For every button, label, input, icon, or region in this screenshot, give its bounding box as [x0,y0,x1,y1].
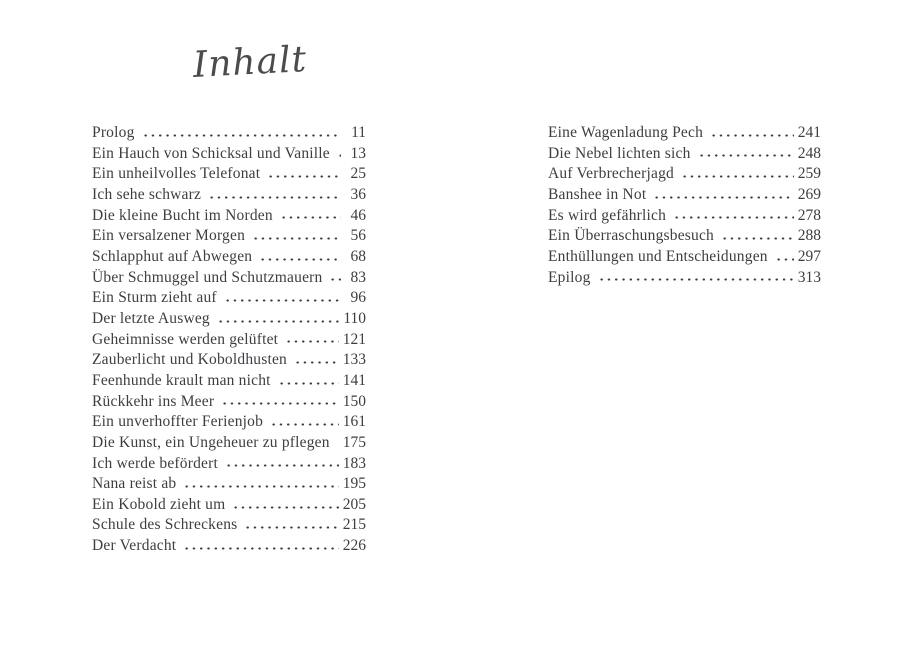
page-number: 68 [350,247,366,265]
dot-leader [183,475,338,488]
page-number: 96 [350,289,366,307]
toc-entry [548,164,821,185]
toc-entry [92,226,366,247]
toc-column-left [92,123,366,557]
chapter-title: Ein unheilvolles Telefonat [92,165,261,183]
toc-entry [92,536,366,557]
dot-leader [698,145,794,158]
toc-column-right [548,123,821,288]
toc-entry [548,144,821,165]
dot-leader [225,455,339,468]
toc-entry [92,474,366,495]
chapter-title: Ich werde befördert [92,454,219,472]
page-number: 215 [342,516,366,534]
toc-entry [92,515,366,536]
chapter-title: Ein Überraschungsbesuch [548,227,715,245]
toc-entry [548,206,821,227]
dot-leader [285,331,339,344]
toc-entry [548,247,821,268]
toc-entry [92,206,366,227]
chapter-title: Ein Kobold zieht um [92,495,226,513]
page-number: 313 [797,268,821,286]
page-number: 241 [797,124,821,141]
page-number: 133 [342,351,366,369]
dot-leader [721,227,794,240]
chapter-title: Ein unverhoffter Ferienjob [92,413,264,431]
page-number: 259 [797,165,821,183]
dot-leader [337,434,339,447]
dot-leader [232,496,338,509]
chapter-title: Schule des Schreckens [92,516,238,534]
dot-leader [183,537,338,550]
page-number: 195 [342,475,366,493]
page-number: 269 [797,185,821,203]
page-number: 36 [350,185,366,203]
chapter-title: Auf Verbrecherjagd [548,165,674,183]
dot-leader [337,145,341,158]
chapter-title: Der Verdacht [92,537,177,555]
dot-leader [252,227,341,240]
page-number: 11 [351,124,366,141]
chapter-title: Die Kunst, ein Ungeheuer zu pflegen [92,433,330,451]
chapter-title: Epilog [548,268,591,286]
dot-leader [294,351,339,364]
toc-entry [548,226,821,247]
toc-entry [92,330,366,351]
toc-entry [92,371,366,392]
toc-entry [92,164,366,185]
chapter-title: Eine Wagenladung Pech [548,124,704,141]
toc-entry [92,454,366,475]
chapter-title: Die kleine Bucht im Norden [92,206,273,224]
dot-leader [653,186,793,199]
page-number: 297 [797,247,821,265]
page-number: 46 [350,206,366,224]
toc-entry [92,123,366,144]
dot-leader [208,186,341,199]
dot-leader [244,516,338,529]
chapter-title: Die Nebel lichten sich [548,144,691,162]
page-title: Inhalt [192,39,309,86]
toc-entry [92,185,366,206]
chapter-title: Es wird gefährlich [548,206,667,224]
page-number: 110 [343,309,366,327]
dot-leader [598,269,794,282]
chapter-title: Schlapphut auf Abwegen [92,247,253,265]
page-number: 161 [342,413,366,431]
toc-entry [92,309,366,330]
toc-entry [548,185,821,206]
chapter-title: Ein Sturm zieht auf [92,289,217,307]
dot-leader [142,124,341,137]
chapter-title: Ich sehe schwarz [92,185,202,203]
toc-entry [92,268,366,289]
toc-entry [92,433,366,454]
chapter-title: Enthüllungen und Entscheidungen [548,247,768,265]
chapter-title: Geheimnisse werden gelüftet [92,330,279,348]
page-number: 205 [342,495,366,513]
dot-leader [673,207,794,220]
page-number: 288 [797,227,821,245]
toc-entry [92,288,366,309]
dot-leader [217,310,339,323]
page-number: 83 [350,268,366,286]
chapter-title: Über Schmuggel und Schutzmauern [92,268,323,286]
chapter-title: Prolog [92,124,135,141]
dot-leader [267,165,341,178]
toc-entry [92,350,366,371]
toc-entry [92,144,366,165]
dot-leader [259,248,341,261]
page-number: 183 [342,454,366,472]
page-number: 226 [342,537,366,555]
page-number: 13 [350,144,366,162]
chapter-title: Ein Hauch von Schicksal und Vanille [92,144,330,162]
dot-leader [221,393,339,406]
toc-entry [548,268,821,289]
toc-entry [92,412,366,433]
dot-leader [329,269,341,282]
chapter-title: Banshee in Not [548,185,647,203]
page-number: 56 [350,227,366,245]
page-number: 248 [797,144,821,162]
dot-leader [280,207,341,220]
toc-entry [92,247,366,268]
dot-leader [775,248,794,261]
dot-leader [270,413,339,426]
chapter-title: Nana reist ab [92,475,177,493]
dot-leader [681,165,794,178]
page-number: 141 [342,371,366,389]
toc-entry [92,392,366,413]
page-number: 175 [342,433,366,451]
dot-leader [278,372,339,385]
dot-leader [710,124,794,137]
page-number: 25 [350,165,366,183]
chapter-title: Zauberlicht und Koboldhusten [92,351,288,369]
toc-entry [548,123,821,144]
dot-leader [224,289,341,302]
toc-entry [92,495,366,516]
page-number: 121 [342,330,366,348]
page-number: 150 [342,392,366,410]
chapter-title: Ein versalzener Morgen [92,227,246,245]
chapter-title: Der letzte Ausweg [92,309,210,327]
chapter-title: Rückkehr ins Meer [92,392,215,410]
chapter-title: Feenhunde krault man nicht [92,371,271,389]
page-number: 278 [797,206,821,224]
